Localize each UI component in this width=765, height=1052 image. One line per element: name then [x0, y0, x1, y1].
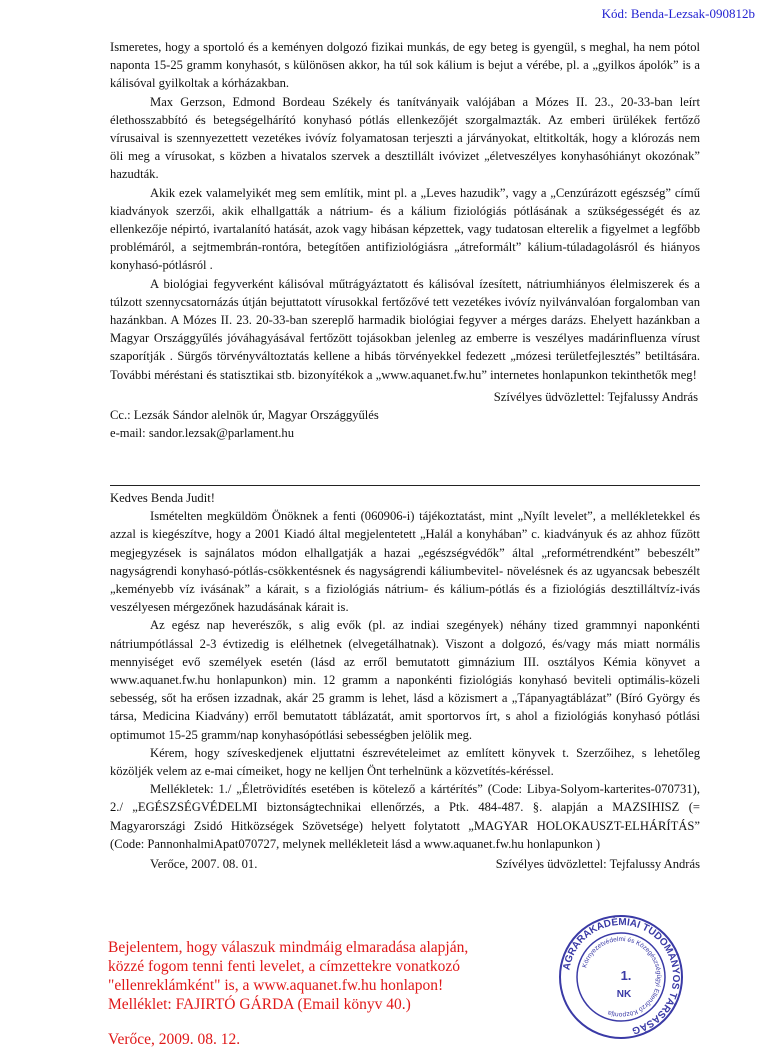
paragraph-1: Ismeretes, hogy a sportoló és a keményen dolgozó fizikai munkás, de egy beteg is gyengül, s meghal, ha nem pótol naponta 15-25 gramm konyhasót, s különösen akkor, ha túl sok kálium is bejut a vérébe, pl. a „gyilkos ápolók” is a kálisóval gyilkoltak a kórházakban. — [110, 40, 700, 91]
stamp-outer-text: AGRÁRAKADÉMIAI TUDOMÁNYOS TÁRSASÁG — [561, 916, 682, 1036]
paragraph-4: A biológiai fegyverként kálisóval műtrágyáztatott és kálisóval ízesített, nátriumhiányos élelmiszerek és a túlzott szennycsatornázás útján bejuttatott vírusokkal fertőzővé tett vezetékes ivóvíz nyilvánvalóan forgalomban van hazánkban. A Mózes II. 23. 20-33-ban szereplő harmadik biológiai fegyver a mérges darázs. Ehelyett hazánkban a Magyar Országgyűlés jóváhagyásával fertőzött tojásokban jelenleg az emberre is veszélyes madárinfluenza vírust szaporítják . Sürgős törvényváltoztatás kellene a hibás törvényekkel fedezett „mózesi területfejlesztés” betiltására. További méréstani és statisztikai stb. bizonyítékok a „www.aquanet.fw.hu” internetes honlapunkon tekinthetők meg! — [110, 276, 700, 382]
red-note — [108, 938, 558, 1049]
red-note-line: Melléklet: FAJIRTÓ GÁRDA (Email könyv 40.) — [108, 996, 411, 1013]
signature-2: Szívélyes üdvözlettel: Tejfalussy András — [495, 857, 700, 872]
email-line: e-mail: sandor.lezsak@parlament.hu — [110, 426, 294, 441]
paragraph-6: Az egész nap heverészők, s alig evők (pl. az indiai szegények) néhány tized grammnyi naponkénti nátriumpótlással 2-3 évtizedig is elélhetnek (elvegetálhatnak). Viszont a dolgozó, és/vagy más miatt normális mennyiséget evő személyek esetén (lásd az erről bemutatott gimnázium III. osztályos Kémia könyvet a www.aquanet.fw.hu honlapunkon) min. 12 gramm a naponkénti fiziológiás konyhasó beviteli optimális-közeli sebesség, sőt ha erősen izzadnak, akár 25 gramm is lehet, lásd a közismert a „Tápanyagtáblázat” (Bíró György és társa, Medicina Kiadvány) erről bemutatott táblázatát, amit sportorvos írt, s ahol a fiziológiás konyhasó pótlási optimumot 15-25 gramm/nap konyhasópótlási sebességben jelölik meg. — [110, 618, 700, 742]
closing-row — [110, 855, 700, 873]
letter-section-2 — [110, 489, 700, 873]
paragraph-3: Akik ezek valamelyikét meg sem említik, mint pl. a „Leves hazudik”, vagy a „Cenzúrázott egészség” című kiadványok szerzői, akik elhallgatták a nátrium- és a kálium fiziológiás pótlásának a szükségességét és az ellenkezője népirtó, ivartalanító hatását, azok vagy hibásan képzettek, vagy tudatosan elterelik a figyelmet a legfőbb problémáról, a sejtmembrán-rontóra, betegítően antifiziológiásra „átreformált” kálium-túladagolásról és hiányos konyhasó-pótlásról . — [110, 185, 700, 273]
signature-1: Szívélyes üdvözlettel: Tejfalussy András — [493, 389, 698, 404]
cc-line: Cc.: Lezsák Sándor alelnök úr, Magyar Országgyűlés — [110, 408, 379, 423]
document-code: Kód: Benda-Lezsak-090812b — [601, 6, 755, 21]
stamp-center-number: 1. — [620, 968, 632, 983]
place-date: Verőce, 2007. 08. 01. — [150, 857, 258, 872]
stamp-sub-text: NK — [616, 989, 632, 1000]
paragraph-2: Max Gerzson, Edmond Bordeau Székely és tanítványaik valójában a Mózes II. 23., 20-33-ban leírt élethosszabbító és betegségelhárító konyhasó pótlás ellenkezőjét szorgalmazták. Az emberi ürülékek fertőző vírusaival is szennyezettett vezetékes ivóvíz folyamatosan terjeszti a járványokat, eltitkolták, hogy a klórozás nem öli meg a vírusokat, s közben a hivatalos szervek a desztillált ivóvizet „életveszélyes konyhasóhiányt okozónak” hazudták. — [110, 94, 700, 182]
paragraph-5: Ismételten megküldöm Önöknek a fenti (060906-i) tájékoztatást, mint „Nyílt levelet”, a mellékletekkel és azzal is kiegészítve, hogy a 2001 Kiadó által megjelentetett „Halál a konyhában” c. kiadványuk és az ahhoz fűzött megjegyzések is sajnálatos módon elhallgatják a hazai „egészségvédők” által „reformétrendként” bebeszélt” nagyságrendi konyhasó-pótlás-csökkentésnek és nagyságrendi káliumbevitel- növelésnek és az ugyancsak bebeszélt „keményebb víz ivásának” a kárait, s a fiziológiás nátrium- és kálium-pótlás és a fiziológiás desztilláltvíz-ivás veszélyesen mérgezőnek hazudásának kárait is. — [110, 509, 700, 615]
official-stamp — [556, 912, 686, 1042]
letter-section-1 — [110, 38, 700, 442]
red-note-date: Verőce, 2009. 08. 12. — [108, 1031, 241, 1048]
attachments-paragraph: Mellékletek: 1./ „Életrövidítés esetében is kötelező a kártérítés” (Code: Libya-Solyom-karterites-070731), 2./ „EGÉSZSÉGVÉDELMI biztonságtechnikai ellenőrzés, a Ptk. 484-487. §. alapján a MAZSIHISZ (= Magyarországi Zsidó Hitközségek Szövetsége) helyett folytatott „MAGYAR HOLOKAUSZT-ELHÁRÍTÁS” (Code: PannonhalmiApat070727, melynek mellékleteit lásd a www.aquanet.fw.hu honlapunkon ) — [110, 782, 700, 851]
stamp-inner-text: Környezetvédelmi és Közegészségügyi Ellenőrző Központja — [581, 935, 663, 1019]
paragraph-7: Kérem, hogy szíveskedjenek eljuttatni észrevételeimet az említett könyvek t. Szerzőihez, s lehetőleg közöljék velem az e-mai címeiket, hogy ne kelljen Önt terhelnünk a közvetítés-kéréssel. — [110, 745, 700, 779]
salutation: Kedves Benda Judit! — [110, 491, 215, 505]
red-note-line: "ellenreklámként" is, a www.aquanet.fw.hu honlapon! — [108, 977, 444, 994]
section-divider — [110, 485, 700, 486]
red-note-line: Bejelentem, hogy válaszuk mindmáig elmaradása alapján, — [108, 939, 469, 956]
red-note-line: közzé fogom tenni fenti levelet, a címzettekre vonatkozó — [108, 958, 461, 975]
